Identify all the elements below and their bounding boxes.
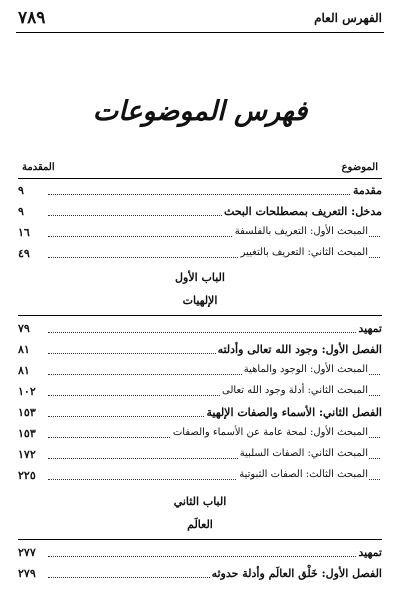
page-title: فهرس الموضوعات — [92, 96, 308, 127]
column-headers — [22, 162, 378, 176]
toc-entry[interactable] — [18, 427, 382, 443]
toc-entry-page: ١٥٣ — [18, 406, 36, 419]
toc-entry-page: ٢٢٥ — [18, 469, 36, 482]
toc-entry-label: تمهيد — [358, 322, 382, 335]
toc-entry-label: المبحث الأول: التعريف بالفلسفة — [234, 226, 368, 237]
part-heading: الباب الثاني — [173, 495, 227, 508]
toc-entry[interactable] — [18, 364, 382, 380]
toc-entry-page: ٩ — [18, 184, 24, 197]
toc-entry[interactable] — [18, 184, 382, 200]
toc-entry-label: مدخل: التعريف بمصطلحات البحث — [224, 205, 382, 218]
toc-entry-label: تمهيد — [358, 546, 382, 559]
toc-entry-page: ١٧٢ — [18, 448, 36, 461]
toc-entry-label: الفصل الثاني: الأسماء والصفات الإلهية — [206, 406, 382, 419]
toc-entry[interactable] — [18, 448, 382, 464]
part-subject: الإلهيات — [182, 294, 218, 307]
toc-entry-page: ٢٧٩ — [18, 567, 36, 580]
toc-entry[interactable] — [18, 205, 382, 221]
toc-entry-label: المبحث الثالث: الصفات الثبوتية — [239, 469, 368, 480]
toc-entry-label: مقدمة — [352, 184, 382, 197]
toc-entry-page: ١٠٢ — [18, 385, 36, 398]
toc-entry-page: ٢٧٧ — [18, 546, 36, 559]
leader-dots — [48, 556, 380, 557]
toc-entry-label: المبحث الثاني: الصفات السلبية — [239, 448, 368, 459]
toc-entry-page: ٨١ — [18, 364, 30, 377]
leader-dots — [48, 332, 380, 333]
toc-entry[interactable] — [18, 406, 382, 422]
section-rule — [18, 539, 382, 540]
toc-entry-label: المبحث الأول: لمحة عامة عن الأسماء والصفات — [172, 427, 368, 438]
toc-entry-label: الفصل الأول: خَلْق العالَم وأدلة حدوثه — [211, 567, 382, 580]
toc-entry[interactable] — [18, 546, 382, 562]
toc-entry[interactable] — [18, 385, 382, 401]
toc-entry-page: ١٥٣ — [18, 427, 36, 440]
running-title: الفهرس العام — [314, 11, 382, 25]
toc-entry-label: المبحث الثاني: أدلة وجود الله تعالى — [222, 385, 368, 396]
toc-entry[interactable] — [18, 322, 382, 338]
toc-entry[interactable] — [18, 247, 382, 263]
leader-dots — [48, 194, 380, 195]
toc-entry-page: ٧٩ — [18, 322, 30, 335]
header-rule — [16, 32, 384, 33]
page-number: ٧٨٩ — [18, 8, 46, 28]
toc-entry-page: ٤٩ — [18, 247, 30, 260]
toc-entry-label: الفصل الأول: وجود الله تعالى وأدلته — [217, 343, 382, 356]
toc-entry-page: ٩ — [18, 205, 24, 218]
toc-entry[interactable] — [18, 469, 382, 485]
part-heading: الباب الأول — [175, 271, 225, 284]
toc-entry-label: المبحث الثاني: التعريف بالتغيير — [240, 247, 368, 258]
toc-entry[interactable] — [18, 226, 382, 242]
section-rule — [18, 315, 382, 316]
toc-entry[interactable] — [18, 567, 382, 583]
toc-entry-page: ٨١ — [18, 343, 30, 356]
column-rule — [18, 178, 382, 179]
page-column-header: المقدمة — [22, 162, 55, 173]
toc-entry-page: ١٦ — [18, 226, 30, 239]
subject-column-header: الموضوع — [341, 162, 378, 173]
running-head — [18, 8, 382, 30]
toc-entry-label: المبحث الأول: الوجود والماهية — [243, 364, 368, 375]
toc-entry[interactable] — [18, 343, 382, 359]
part-subject: العالَم — [187, 518, 213, 531]
